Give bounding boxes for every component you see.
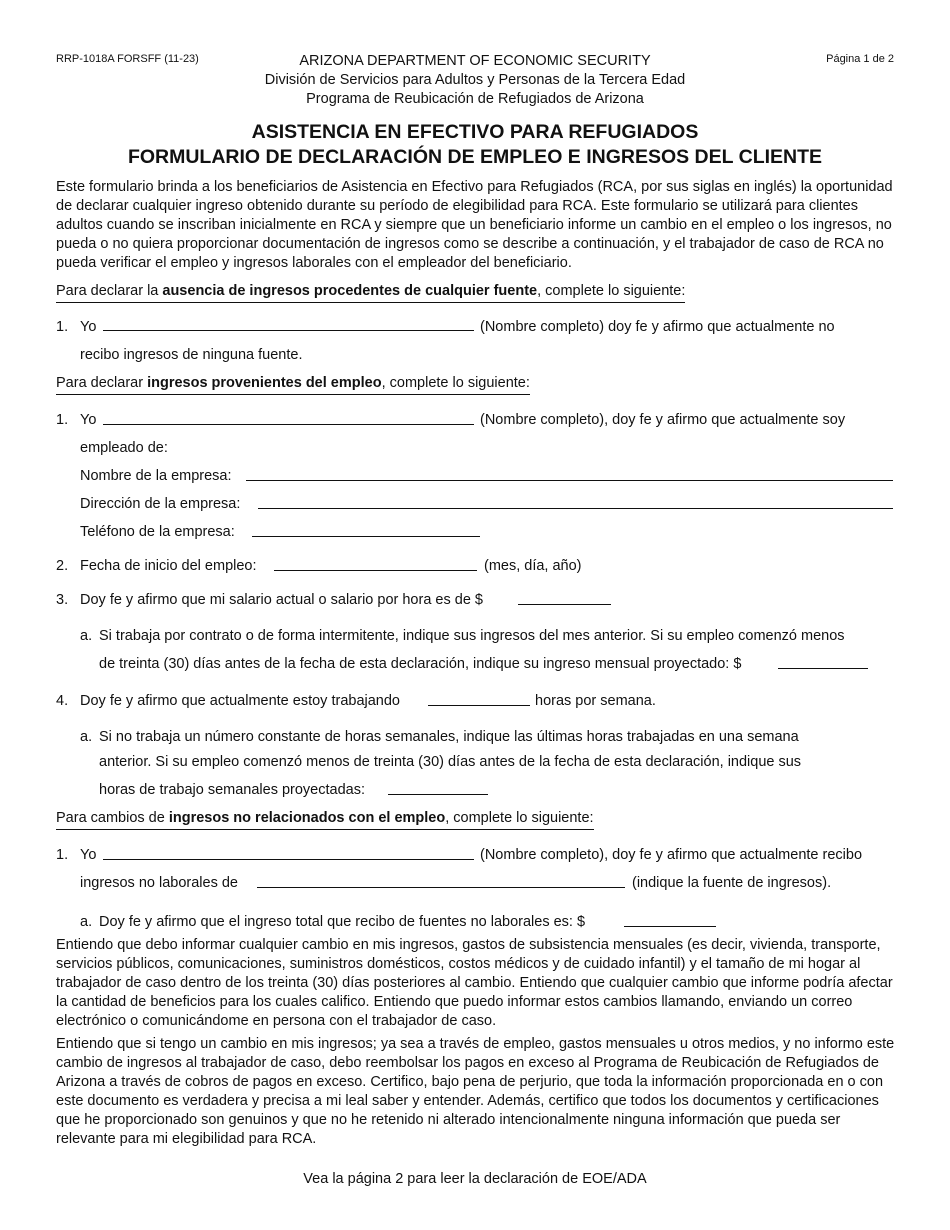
section-heading-employment bbox=[56, 374, 530, 395]
hours-label: Doy fe y afirmo que actualmente estoy trabajando bbox=[80, 693, 400, 709]
item-number: 1. bbox=[56, 319, 69, 335]
program-name: Programa de Reubicación de Refugiados de Arizona bbox=[306, 91, 644, 107]
item-text: (Nombre completo), doy fe y afirmo que actualmente soy bbox=[480, 412, 846, 428]
item-text-cont: recibo ingresos de ninguna fuente. bbox=[80, 347, 303, 363]
item-number: 3. bbox=[56, 592, 69, 608]
start-date-format: (mes, día, año) bbox=[484, 558, 582, 574]
contract-income-line-2: de treinta (30) días antes de la fecha de esta declaración, indique su ingreso mensual proyectado: $ bbox=[99, 656, 742, 672]
salary-field[interactable] bbox=[518, 604, 611, 605]
section-bold: ausencia de ingresos procedentes de cualquier fuente bbox=[162, 283, 538, 299]
company-name-field[interactable] bbox=[246, 480, 893, 481]
projected-hours-field[interactable] bbox=[388, 794, 488, 795]
sub-letter: a. bbox=[80, 914, 93, 930]
section-prefix: Para cambios de bbox=[56, 810, 169, 826]
income-source-suffix: (indique la fuente de ingresos). bbox=[632, 875, 832, 891]
report-changes-paragraph: Entiendo que debo informar cualquier cambio en mis ingresos, gastos de subsistencia mensuales (es decir, vivienda, transporte, servicios públicos, comunicaciones, suministros domésticos, costos médicos y de cuidado infantil) y el tamaño de mi hogar al trabajador de caso dentro de los treinta (30) días posteriores al cambio. Entiendo que cualquier cambio que informe podría afectar la cantidad de beneficios para los cuales califico. Entiendo que puedo informar estos cambios llamando, enviando un correo electrónico o comunicándome en persona con el trabajador de caso. bbox=[56, 937, 893, 1029]
item-number: 4. bbox=[56, 693, 69, 709]
item-yo: Yo bbox=[80, 847, 97, 863]
section-suffix: , complete lo siguiente: bbox=[381, 375, 530, 391]
item-text: (Nombre completo), doy fe y afirmo que actualmente recibo bbox=[480, 847, 863, 863]
variable-hours-line-3: horas de trabajo semanales proyectadas: bbox=[99, 782, 365, 798]
section-bold: ingresos no relacionados con el empleo bbox=[168, 810, 446, 826]
item-text-cont: empleado de: bbox=[80, 440, 168, 456]
division-name: División de Servicios para Adultos y Personas de la Tercera Edad bbox=[264, 72, 686, 88]
income-source-field[interactable] bbox=[257, 887, 625, 888]
sub-letter: a. bbox=[80, 628, 93, 644]
contract-income-line-1: Si trabaja por contrato o de forma intermitente, indique sus ingresos del mes anterior. Si su empleo comenzó menos bbox=[99, 628, 845, 644]
title-line-2: FORMULARIO DE DECLARACIÓN DE EMPLEO E INGRESOS DEL CLIENTE bbox=[127, 146, 823, 168]
unearned-total-label: Doy fe y afirmo que el ingreso total que recibo de fuentes no laborales es: $ bbox=[99, 914, 586, 930]
footer-note: Vea la página 2 para leer la declaración de EOE/ADA bbox=[303, 1171, 647, 1187]
unearned-source-label: ingresos no laborales de bbox=[80, 875, 238, 891]
sub-letter: a. bbox=[80, 729, 93, 745]
company-phone-field[interactable] bbox=[252, 536, 480, 537]
variable-hours-line-2: anterior. Si su empleo comenzó menos de treinta (30) días antes de la fecha de esta declaración, indique sus bbox=[99, 754, 802, 770]
item-text: (Nombre completo) doy fe y afirmo que actualmente no bbox=[480, 319, 835, 335]
section-heading-no-income bbox=[56, 282, 685, 303]
unearned-total-field[interactable] bbox=[624, 926, 716, 927]
section-prefix: Para declarar bbox=[56, 375, 148, 391]
salary-label: Doy fe y afirmo que mi salario actual o salario por hora es de $ bbox=[80, 592, 483, 608]
section-suffix: , complete lo siguiente: bbox=[537, 283, 686, 299]
intro-paragraph: Este formulario brinda a los beneficiarios de Asistencia en Efectivo para Refugiados (RCA, por sus siglas en inglés) la oportunidad de declarar cualquier ingreso obtenido durante su período de elegibilidad para RCA. Este formulario se utilizará para clientes adultos cuando se inscriban inicialmente en RCA y siempre que un beneficiario informe un cambio en el empleo o los ingresos, no pueda o no quiera proporcionar documentación de ingresos como se describe a continuación, y el trabajador de caso de RCA no pueda verificar el empleo y ingresos laborales con el empleador del beneficiario. bbox=[56, 179, 893, 271]
section-heading-unearned bbox=[56, 809, 594, 830]
company-address-field[interactable] bbox=[258, 508, 893, 509]
full-name-field-unearned[interactable] bbox=[103, 859, 474, 860]
section-prefix: Para declarar la bbox=[56, 283, 163, 299]
item-yo: Yo bbox=[80, 319, 97, 335]
form-id: RRP-1018A FORSFF (11-23) bbox=[56, 53, 199, 65]
repayment-paragraph: Entiendo que si tengo un cambio en mis ingresos; ya sea a través de empleo, gastos mensuales u otros medios, y no informo este cambio de ingresos al trabajador de caso, debo reembolsar los pagos en exceso al Programa de Reubicación de Refugiados de Arizona a través de cobros de pagos en exceso. Certifico, bajo pena de perjurio, que toda la información proporcionada en o con este documento es verdadera y precisa a mi leal saber y entender. Además, certifico que todos los documentos y certificaciones que he proporcionado son genuinos y que no he retenido ni alterado intencionalmente ninguna información que pueda ser relevante para mi elegibilidad para RCA. bbox=[56, 1036, 895, 1147]
start-date-label: Fecha de inicio del empleo: bbox=[80, 558, 257, 574]
item-yo: Yo bbox=[80, 412, 97, 428]
projected-income-field[interactable] bbox=[778, 668, 868, 669]
hours-per-week-field[interactable] bbox=[428, 705, 530, 706]
item-number: 2. bbox=[56, 558, 69, 574]
full-name-field-no-income[interactable] bbox=[103, 330, 474, 331]
variable-hours-line-1: Si no trabaja un número constante de horas semanales, indique las últimas horas trabajadas en una semana bbox=[99, 729, 799, 745]
title-line-1: ASISTENCIA EN EFECTIVO PARA REFUGIADOS bbox=[251, 121, 699, 143]
start-date-field[interactable] bbox=[274, 570, 477, 571]
company-phone-label: Teléfono de la empresa: bbox=[80, 524, 235, 540]
section-bold: ingresos provenientes del empleo bbox=[147, 375, 382, 391]
item-number: 1. bbox=[56, 412, 69, 428]
company-name-label: Nombre de la empresa: bbox=[80, 468, 232, 484]
hours-suffix: horas por semana. bbox=[535, 693, 656, 709]
page-number: Página 1 de 2 bbox=[826, 53, 894, 65]
item-number: 1. bbox=[56, 847, 69, 863]
full-name-field-employment[interactable] bbox=[103, 424, 474, 425]
agency-name: ARIZONA DEPARTMENT OF ECONOMIC SECURITY bbox=[299, 53, 651, 69]
section-suffix: , complete lo siguiente: bbox=[445, 810, 594, 826]
company-address-label: Dirección de la empresa: bbox=[80, 496, 241, 512]
